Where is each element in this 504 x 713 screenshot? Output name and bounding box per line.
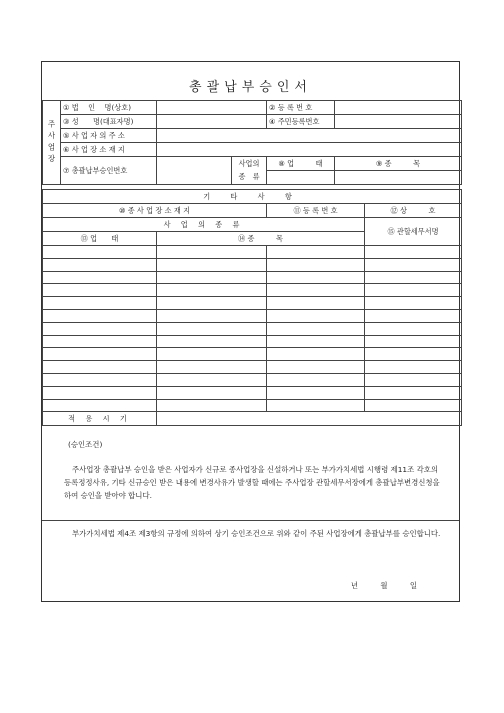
cell-item-a[interactable] [157, 309, 267, 322]
day-label: 일 [409, 581, 419, 590]
cell-item-a[interactable] [157, 348, 267, 361]
approval-statement: 부가가치세법 제4조 제3항의 규정에 의하여 상기 승인조건으로 위와 같이 주된 사업장에게 총괄납부를 승인합니다. [72, 529, 441, 538]
table-row [43, 297, 462, 310]
cell-tax-office[interactable] [365, 309, 462, 322]
label-corp-name: ① 법 인 명(상호) [61, 101, 157, 115]
cell-item-a[interactable] [157, 373, 267, 386]
cell-industry[interactable] [43, 322, 157, 335]
cell-item-b[interactable] [267, 335, 365, 348]
condition-text: 주사업장 총괄납부 승인을 받은 사업자가 신규로 종사업장을 신설하거나 또는 부가가치세법 시행령 제11조 각호의 등록정정사유, 기타 신규승인 받은 내용에 변경사유가 발생할 때에는 주사업장 관할세무서장에게 총괄납부변경신청을 하여 승인을 받아야 합니다. [64, 465, 440, 500]
cell-industry[interactable] [43, 373, 157, 386]
label-resident-no: ④ 주민등록번호 [267, 115, 335, 129]
form-title: 총괄납부승인서 [189, 80, 312, 95]
cell-item-b[interactable] [267, 297, 365, 310]
cell-industry[interactable] [43, 361, 157, 374]
cell-item-a[interactable] [157, 322, 267, 335]
value-apply-period[interactable] [157, 412, 462, 426]
main-business-table [42, 100, 462, 185]
label-rep-name: ③ 성 명(대표자명) [61, 115, 157, 129]
cell-tax-office[interactable] [365, 322, 462, 335]
cell-tax-office[interactable] [365, 297, 462, 310]
cell-item-a[interactable] [157, 284, 267, 297]
cell-industry[interactable] [43, 348, 157, 361]
cell-tax-office[interactable] [365, 361, 462, 374]
value-corp-name[interactable] [157, 101, 267, 115]
table-row [43, 258, 462, 271]
label-biz-type-2: 종 류 [238, 172, 260, 181]
label-reg-no: ② 등 록 번 호 [267, 101, 335, 115]
col-sub-name: ⑫ 상 호 [365, 204, 462, 218]
table-row [43, 335, 462, 348]
cell-item-a[interactable] [157, 399, 267, 412]
cell-item-a[interactable] [157, 271, 267, 284]
cell-industry[interactable] [43, 335, 157, 348]
condition-section [42, 432, 459, 602]
condition-divider [42, 520, 459, 521]
value-item[interactable] [335, 171, 462, 185]
cell-item-b[interactable] [267, 361, 365, 374]
table-row [43, 373, 462, 386]
label-owner-address: ⑤ 사 업 자 의 주 소 [61, 129, 157, 143]
condition-label: (승인조건) [68, 440, 103, 449]
table-row [43, 284, 462, 297]
cell-industry[interactable] [43, 297, 157, 310]
cell-tax-office[interactable] [365, 373, 462, 386]
cell-industry[interactable] [43, 258, 157, 271]
cell-item-b[interactable] [267, 271, 365, 284]
col-sub-address: ⑩ 종 사 업 장 소 재 지 [43, 204, 267, 218]
cell-item-b[interactable] [267, 258, 365, 271]
value-resident-no[interactable] [335, 115, 462, 129]
table-row [43, 399, 462, 412]
approval-no-biz-cell [157, 157, 267, 185]
cell-industry[interactable] [43, 246, 157, 259]
cell-item-a[interactable] [157, 361, 267, 374]
table-row [43, 271, 462, 284]
label-apply-period: 적 용 시 기 [43, 412, 157, 426]
cell-item-b[interactable] [267, 348, 365, 361]
cell-item-a[interactable] [157, 246, 267, 259]
table-row [43, 246, 462, 259]
cell-item-b[interactable] [267, 373, 365, 386]
cell-item-a[interactable] [157, 297, 267, 310]
cell-tax-office[interactable] [365, 386, 462, 399]
cell-item-b[interactable] [267, 386, 365, 399]
other-header: 기 타 사 항 [43, 190, 462, 204]
cell-item-b[interactable] [267, 322, 365, 335]
table-row [43, 309, 462, 322]
cell-industry[interactable] [43, 284, 157, 297]
label-item: ⑨ 종 목 [335, 157, 462, 171]
cell-tax-office[interactable] [365, 258, 462, 271]
col-sub-reg-no: ⑪ 등 록 번 호 [267, 204, 365, 218]
table-row [43, 361, 462, 374]
cell-tax-office[interactable] [365, 399, 462, 412]
cell-item-b[interactable] [267, 284, 365, 297]
cell-tax-office[interactable] [365, 335, 462, 348]
col-industry: ⑬ 업 태 [43, 232, 157, 246]
table-row [43, 322, 462, 335]
cell-industry[interactable] [43, 309, 157, 322]
col-tax-office: ⑮ 관할세무서명 [365, 218, 462, 246]
label-approval-no: ⑦ 총괄납부승인번호 [61, 157, 157, 185]
cell-industry[interactable] [43, 399, 157, 412]
col-biz-kind: 사 업 의 종 류 [43, 218, 365, 232]
approval-form [41, 61, 460, 602]
table-row [43, 348, 462, 361]
sidebar-label: 주사업장 [43, 101, 61, 185]
value-site-address[interactable] [157, 143, 462, 157]
label-biz-type: 사업의 [238, 159, 260, 168]
cell-tax-office[interactable] [365, 271, 462, 284]
cell-tax-office[interactable] [365, 284, 462, 297]
cell-item-a[interactable] [157, 335, 267, 348]
year-label: 년 [350, 581, 360, 590]
cell-industry[interactable] [43, 386, 157, 399]
value-owner-address[interactable] [157, 129, 462, 143]
cell-industry[interactable] [43, 271, 157, 284]
value-reg-no[interactable] [335, 101, 462, 115]
cell-item-a[interactable] [157, 258, 267, 271]
cell-item-b[interactable] [267, 246, 365, 259]
cell-tax-office[interactable] [365, 246, 462, 259]
cell-item-b[interactable] [267, 309, 365, 322]
cell-item-b[interactable] [267, 399, 365, 412]
label-industry: ⑧ 업 태 [267, 157, 335, 171]
label-site-address: ⑥ 사 업 장 소 재 지 [61, 143, 157, 157]
value-rep-name[interactable] [157, 115, 267, 129]
sub-business-table [42, 189, 462, 426]
cell-tax-office[interactable] [365, 348, 462, 361]
value-industry[interactable] [267, 171, 335, 185]
cell-item-a[interactable] [157, 386, 267, 399]
date-line [335, 579, 419, 592]
col-item: ⑭ 종 목 [157, 232, 365, 246]
table-row [43, 386, 462, 399]
month-label: 월 [380, 581, 390, 590]
